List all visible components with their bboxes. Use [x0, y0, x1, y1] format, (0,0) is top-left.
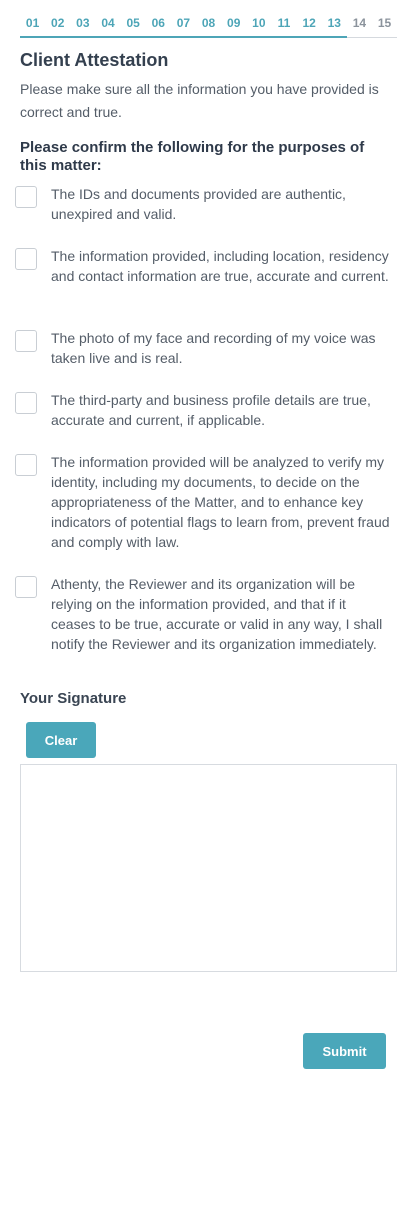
attestation-item-analysis[interactable]	[15, 454, 390, 552]
intro-text: Please make sure all the information you have provided is correct and true.	[20, 81, 379, 120]
signature-pad[interactable]	[20, 764, 397, 972]
attestation-label: The photo of my face and recording of my voice was taken live and is real.	[51, 330, 376, 366]
attestation-checkbox[interactable]	[15, 330, 37, 352]
attestation-label: The IDs and documents provided are authentic, unexpired and valid.	[51, 186, 346, 222]
step-11[interactable]: 11	[271, 14, 296, 38]
step-09[interactable]: 09	[221, 14, 246, 38]
attestation-checkbox[interactable]	[15, 454, 37, 476]
attestation-item-reliance[interactable]	[15, 576, 390, 654]
submit-button[interactable]: Submit	[303, 1033, 386, 1069]
attestation-item-third-party[interactable]	[15, 392, 390, 430]
step-07[interactable]: 07	[171, 14, 196, 38]
attestation-checkbox[interactable]	[15, 248, 37, 270]
step-14[interactable]: 14	[347, 14, 372, 38]
step-13[interactable]: 13	[322, 14, 347, 38]
clear-signature-button[interactable]: Clear	[26, 722, 96, 758]
attestation-label: The information provided, including location, residency and contact information are true, accurate and current.	[51, 248, 389, 284]
step-04[interactable]: 04	[95, 14, 120, 38]
step-15[interactable]: 15	[372, 14, 397, 38]
attestation-item-information[interactable]	[15, 248, 390, 286]
attestation-label: The third-party and business profile details are true, accurate and current, if applicable.	[51, 392, 371, 428]
attestation-label: The information provided will be analyzed to verify my identity, including my documents, to decide on the appropriateness of the Matter, and to enhance key indicators of potential flags to learn from, prevent fraud and comply with law.	[51, 454, 390, 550]
signature-label: Your Signature	[20, 690, 127, 707]
step-06[interactable]: 06	[146, 14, 171, 38]
progress-stepper	[20, 14, 397, 38]
step-05[interactable]: 05	[121, 14, 146, 38]
step-08[interactable]: 08	[196, 14, 221, 38]
attestation-checkbox[interactable]	[15, 186, 37, 208]
attestation-checkbox[interactable]	[15, 392, 37, 414]
page-title: Client Attestation	[20, 50, 169, 70]
attestation-item-ids[interactable]	[15, 186, 390, 224]
step-01[interactable]: 01	[20, 14, 45, 38]
step-03[interactable]: 03	[70, 14, 95, 38]
attestation-label: Athenty, the Reviewer and its organization will be relying on the information provided, and that if it ceases to be true, accurate or valid in any way, I shall notify the Reviewer and its organization immediately.	[51, 576, 383, 652]
attestation-item-photo[interactable]	[15, 330, 390, 368]
confirm-heading: Please confirm the following for the purposes of this matter:	[20, 139, 365, 174]
attestation-checkbox[interactable]	[15, 576, 37, 598]
step-10[interactable]: 10	[246, 14, 271, 38]
step-02[interactable]: 02	[45, 14, 70, 38]
step-12[interactable]: 12	[297, 14, 322, 38]
